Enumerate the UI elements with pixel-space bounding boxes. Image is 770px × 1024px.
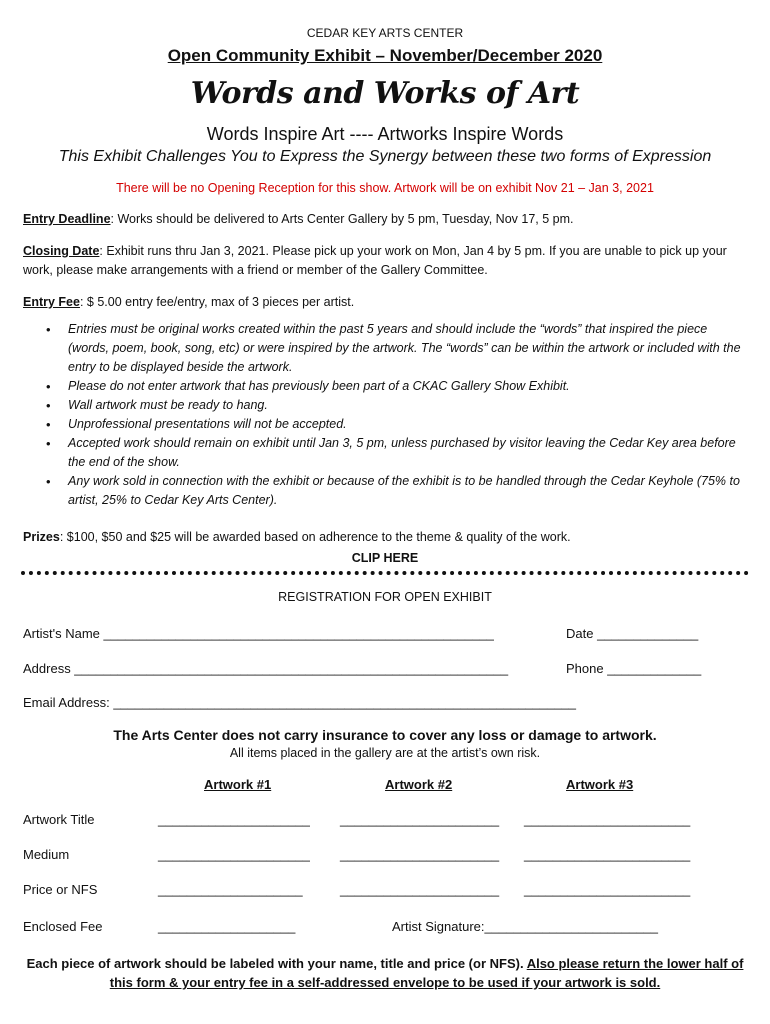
artwork-2-medium-field[interactable]: ______________________ [340,847,500,862]
artwork-1-header: Artwork #1 [204,777,272,792]
artwork-2-title-field[interactable]: ______________________ [340,812,500,827]
closing-date-label: Closing Date [23,244,100,258]
artwork-3-price-field[interactable]: _______________________ [524,882,691,897]
clip-cut-line [21,571,749,575]
artist-name-field[interactable]: Artist's Name ______________________________________________________ [23,626,494,641]
email-field[interactable]: Email Address: ________________________________________________________________ [23,695,577,710]
entry-deadline: Entry Deadline: Works should be delivered to Arts Center Gallery by 5 pm, Tuesday, Nov 17, 5 pm. [23,212,574,226]
risk-note: All items placed in the gallery are at the artist’s own risk. [229,746,541,760]
closing-date: Closing Date: Exhibit runs thru Jan 3, 2021. Please pick up your work on Mon, Jan 4 by 5 pm. If you are unable to pick up your work, please make arrangements with a friend or member of the Gallery Committee. [23,244,727,277]
artwork-1-price-field[interactable]: ____________________ [158,882,303,897]
organization-name: CEDAR KEY ARTS CENTER [306,26,464,40]
prizes: Prizes: $100, $50 and $25 will be awarded based on adherence to the theme & quality of the work. [23,530,571,544]
entry-fee-label: Entry Fee [23,295,80,309]
rules-list [46,320,751,510]
artwork-3-title-field[interactable]: _______________________ [524,812,691,827]
rule-item: • Unprofessional presentations will not be accepted. [46,415,751,434]
return-instructions: Each piece of artwork should be labeled with your name, title and price (or NFS). Also please return the lower half of this form & your entry fee in a self-addressed envelope to be used if your artwork is sold. [26,956,744,990]
registration-title: REGISTRATION FOR OPEN EXHIBIT [278,590,492,604]
rule-item: • Wall artwork must be ready to hang. [46,396,751,415]
reception-notice: There will be no Opening Reception for this show. Artwork will be on exhibit Nov 21 – Jan 3, 2021 [116,181,654,195]
artwork-1-title-field[interactable]: _____________________ [158,812,310,827]
entry-deadline-label: Entry Deadline [23,212,111,226]
enclosed-fee-field[interactable]: ___________________ [158,919,296,934]
entry-fee: Entry Fee: $ 5.00 entry fee/entry, max of 3 pieces per artist. [23,295,355,309]
artwork-2-header: Artwork #2 [385,777,453,792]
enclosed-fee-label: Enclosed Fee [23,919,103,934]
artwork-2-price-field[interactable]: ______________________ [340,882,500,897]
artwork-1-medium-field[interactable]: _____________________ [158,847,310,862]
exhibit-subtitle: Open Community Exhibit – November/December 2020 [167,46,603,65]
rule-item: • Accepted work should remain on exhibit until Jan 3, 5 pm, unless purchased by visitor leaving the Cedar Key area before the end of the show. [46,434,751,472]
rule-item: • Entries must be original works created within the past 5 years and should include the “words” that inspired the piece (words, poem, book, song, etc) or were inspired by the artwork. The “words” can be within the artwork or included with the entry to be displayed beside the artwork. [46,320,751,377]
prizes-label: Prizes [23,530,60,544]
rule-item: • Please do not enter artwork that has previously been part of a CKAC Gallery Show Exhibit. [46,377,751,396]
artist-signature-field[interactable]: Artist Signature:________________________ [392,919,659,934]
address-field[interactable]: Address ____________________________________________________________ [23,661,509,676]
insurance-disclaimer: The Arts Center does not carry insurance to cover any loss or damage to artwork. [113,727,657,743]
exhibit-tagline: Words Inspire Art ---- Artworks Inspire Words [206,124,564,144]
medium-label: Medium [23,847,70,862]
date-field[interactable]: Date ______________ [566,626,699,641]
phone-field[interactable]: Phone _____________ [566,661,702,676]
artwork-3-medium-field[interactable]: _______________________ [524,847,691,862]
exhibit-challenge: This Exhibit Challenges You to Express the Synergy between these two forms of Expression [58,148,712,165]
exhibit-headline: Words and Works of Art [190,76,580,111]
clip-here-label: CLIP HERE [351,551,419,565]
price-label: Price or NFS [23,882,98,897]
rule-item: • Any work sold in connection with the exhibit or because of the exhibit is to be handled through the Cedar Keyhole (75% to artist, 25% to Cedar Key Arts Center). [46,472,751,510]
artwork-3-header: Artwork #3 [566,777,634,792]
artwork-title-label: Artwork Title [23,812,95,827]
